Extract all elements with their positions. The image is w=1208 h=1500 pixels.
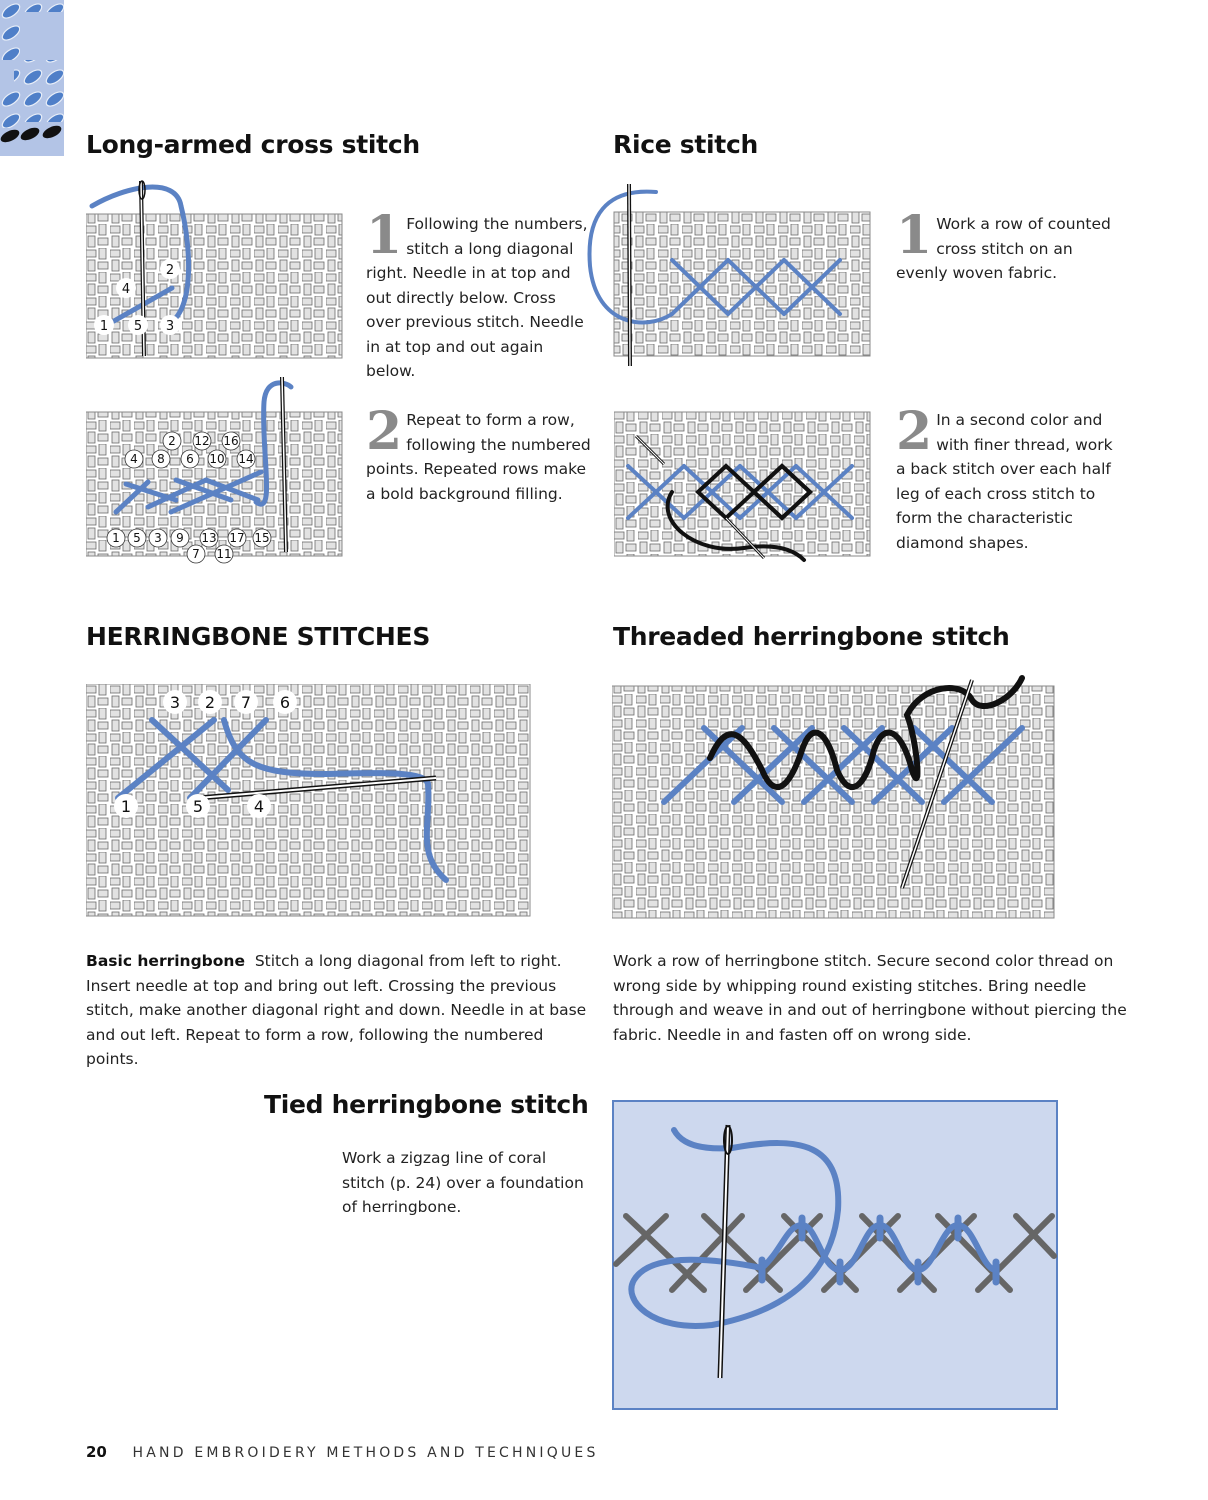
threaded-herringbone-text: Work a row of herringbone stitch. Secure second color thread on wrong side by whipping round existing stitches. Bring needle through and weave in and out of herringbone without piercing the fabric. Needle in and fasten off on wrong side.	[613, 952, 1127, 1044]
page-footer	[86, 1443, 599, 1461]
svg-text:8: 8	[157, 452, 165, 466]
section-title-threaded: Threaded herringbone stitch	[613, 622, 1010, 651]
basic-herringbone-text	[86, 949, 596, 1072]
step-number: 2	[896, 401, 933, 462]
svg-text:11: 11	[216, 547, 232, 561]
step-1-long-armed	[366, 205, 594, 384]
diagram-threaded-herringbone	[612, 670, 1058, 920]
step-number: 1	[366, 205, 403, 266]
description: Stitch a long diagonal from left to right. Insert needle at top and bring out left. Crossing the previous stitch, make another diagonal right and down. Needle in at base and out left. Repeat to form a row, following the numbered points.	[86, 952, 587, 1068]
svg-text:3: 3	[165, 319, 175, 334]
svg-text:2: 2	[204, 693, 216, 712]
section-title-rice: Rice stitch	[613, 130, 758, 159]
svg-text:12: 12	[194, 434, 210, 448]
step-2-long-armed	[366, 401, 594, 506]
diagram-long-armed-step2	[86, 372, 346, 567]
step-text: Work a row of counted cross stitch on an evenly woven fabric.	[896, 215, 1111, 282]
diagram-tied-herringbone	[612, 1100, 1060, 1412]
svg-text:5: 5	[133, 531, 141, 545]
svg-text:3: 3	[169, 693, 181, 712]
point-label: 1	[99, 319, 109, 334]
diagram-rice-step1	[586, 176, 876, 371]
diagram-long-armed-step1	[86, 176, 346, 361]
svg-text:7: 7	[240, 693, 252, 712]
svg-text:5: 5	[192, 797, 204, 816]
svg-text:5: 5	[133, 319, 143, 334]
page-number: 20	[86, 1443, 107, 1461]
svg-text:6: 6	[279, 693, 291, 712]
diagram-rice-step2	[614, 410, 884, 570]
svg-text:1: 1	[112, 531, 120, 545]
diagram-basic-herringbone	[86, 684, 532, 920]
svg-text:2: 2	[168, 434, 176, 448]
svg-text:6: 6	[186, 452, 194, 466]
knit-pattern-icon	[0, 0, 64, 156]
svg-text:7: 7	[192, 547, 200, 561]
step-text: Repeat to form a row, following the numbered points. Repeated rows make a bold background filling.	[366, 411, 591, 503]
svg-text:3: 3	[154, 531, 162, 545]
svg-text:17: 17	[229, 531, 245, 545]
svg-text:4: 4	[253, 797, 265, 816]
svg-text:4: 4	[130, 452, 138, 466]
running-footer: HAND EMBROIDERY METHODS AND TECHNIQUES	[132, 1445, 599, 1461]
step-text: In a second color and with finer thread, work a back stitch over each half leg of each cross stitch to form the characteristic diamond shapes.	[896, 411, 1113, 552]
step-2-rice	[896, 401, 1124, 555]
svg-text:2: 2	[165, 263, 175, 278]
tied-herringbone-text: Work a zigzag line of coral stitch (p. 24) over a foundation of herringbone.	[342, 1149, 584, 1216]
svg-text:13: 13	[201, 531, 217, 545]
step-number: 2	[366, 401, 403, 462]
svg-text:1: 1	[120, 797, 132, 816]
svg-text:9: 9	[176, 531, 184, 545]
svg-text:16: 16	[223, 434, 239, 448]
step-number: 1	[896, 205, 933, 266]
svg-text:10: 10	[209, 452, 225, 466]
svg-text:14: 14	[238, 452, 254, 466]
section-title-long-armed: Long-armed cross stitch	[86, 130, 420, 159]
step-1-rice	[896, 205, 1124, 286]
step-text: Following the numbers, stitch a long diagonal right. Needle in at top and out directly below. Cross over previous stitch. Needle in at top and out again below.	[366, 215, 588, 380]
section-title-herringbone: HERRINGBONE STITCHES	[86, 622, 431, 651]
svg-text:15: 15	[254, 531, 270, 545]
svg-text:4: 4	[121, 282, 131, 297]
section-title-tied: Tied herringbone stitch	[264, 1090, 589, 1119]
lead-label: Basic herringbone	[86, 952, 245, 970]
corner-decoration	[0, 0, 64, 156]
